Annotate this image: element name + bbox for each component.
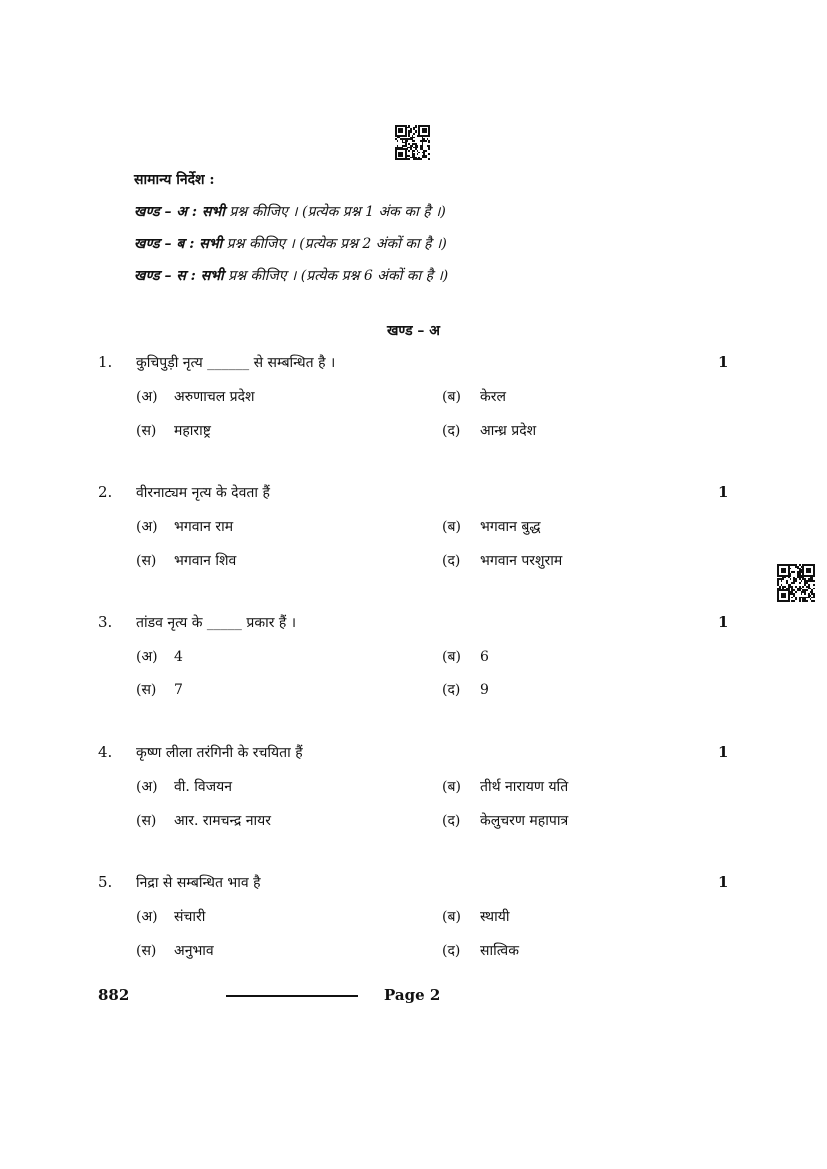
option-a <box>136 517 233 536</box>
question-marks: 1 <box>718 873 729 891</box>
option-label: (अ) <box>136 519 158 535</box>
option-a <box>136 647 183 666</box>
option-text: वी. विजयन <box>174 779 232 795</box>
option-label: (अ) <box>136 909 158 925</box>
option-text: भगवान शिव <box>174 553 237 569</box>
option-b <box>442 907 509 926</box>
option-text: 7 <box>174 682 183 698</box>
option-c <box>136 811 271 830</box>
option-c <box>136 680 183 699</box>
option-label: (द) <box>442 943 461 959</box>
instruction-line <box>134 266 448 285</box>
question-text: निद्रा से सम्बन्धित भाव है <box>136 875 261 891</box>
option-a <box>136 777 232 796</box>
section-heading: खण्ड – अ <box>386 323 441 339</box>
option-label: (स) <box>136 423 157 439</box>
option-d <box>442 680 489 699</box>
option-d <box>442 421 536 440</box>
instruction-line <box>134 202 446 221</box>
paper-code: 882 <box>98 986 130 1004</box>
option-text: सात्विक <box>480 943 519 959</box>
option-label: (द) <box>442 682 461 698</box>
option-label: (ब) <box>442 909 461 925</box>
question-text: कुचिपुड़ी नृत्य ______ से सम्बन्धित है । <box>136 355 336 371</box>
qr-code-icon <box>395 125 430 160</box>
option-label: (ब) <box>442 779 461 795</box>
question-text: तांडव नृत्य के _____ प्रकार हैं । <box>136 615 297 631</box>
option-text: महाराष्ट्र <box>174 423 211 439</box>
question-number: 2. <box>98 483 113 501</box>
question-number: 4. <box>98 743 113 761</box>
option-text: 9 <box>480 682 489 698</box>
instruction-line <box>134 234 447 253</box>
option-d <box>442 941 519 960</box>
question-text: वीरनाट्यम नृत्य के देवता हैं <box>136 485 270 501</box>
option-b <box>442 517 541 536</box>
option-a <box>136 907 205 926</box>
question-marks: 1 <box>718 743 729 761</box>
option-text: अरुणाचल प्रदेश <box>174 389 255 405</box>
page-number: Page 2 <box>384 986 441 1004</box>
option-label: (अ) <box>136 779 158 795</box>
option-b <box>442 777 568 796</box>
option-text: भगवान राम <box>174 519 234 535</box>
qr-code-icon <box>777 564 815 602</box>
option-b <box>442 387 506 406</box>
option-a <box>136 387 255 406</box>
option-label: (द) <box>442 813 461 829</box>
question-number: 3. <box>98 613 113 631</box>
option-label: (अ) <box>136 389 158 405</box>
option-label: (स) <box>136 553 157 569</box>
option-text: 6 <box>480 649 489 665</box>
footer-divider <box>226 995 358 997</box>
instruction-section: खण्ड – स : सभी <box>134 268 224 284</box>
question-marks: 1 <box>718 483 729 501</box>
option-label: (ब) <box>442 519 461 535</box>
instruction-text: प्रश्न कीजिए । (प्रत्येक प्रश्न 2 अंकों का है ।) <box>222 236 447 252</box>
option-c <box>136 421 211 440</box>
option-label: (स) <box>136 943 157 959</box>
option-label: (ब) <box>442 389 461 405</box>
option-text: आर. रामचन्द्र नायर <box>174 813 272 829</box>
question-marks: 1 <box>718 613 729 631</box>
question-text: कृष्ण लीला तरंगिनी के रचयिता हैं <box>136 745 303 761</box>
option-b <box>442 647 489 666</box>
option-label: (ब) <box>442 649 461 665</box>
instructions-title: सामान्य निर्देश : <box>134 172 215 188</box>
option-text: संचारी <box>174 909 206 925</box>
option-text: तीर्थ नारायण यति <box>480 779 569 795</box>
instruction-text: प्रश्न कीजिए । (प्रत्येक प्रश्न 6 अंकों का है ।) <box>223 268 449 284</box>
option-text: केरल <box>480 389 506 405</box>
option-text: भगवान परशुराम <box>480 553 563 569</box>
question-number: 5. <box>98 873 113 891</box>
option-text: आन्ध्र प्रदेश <box>480 423 537 439</box>
instruction-section: खण्ड – ब : सभी <box>134 236 223 252</box>
option-label: (स) <box>136 813 157 829</box>
option-c <box>136 941 214 960</box>
option-label: (अ) <box>136 649 158 665</box>
option-c <box>136 551 236 570</box>
option-label: (द) <box>442 553 461 569</box>
option-label: (द) <box>442 423 461 439</box>
option-d <box>442 551 562 570</box>
option-text: स्थायी <box>480 909 510 925</box>
option-text: 4 <box>174 649 183 665</box>
option-label: (स) <box>136 682 157 698</box>
option-text: केलुचरण महापात्र <box>480 813 569 829</box>
instruction-section: खण्ड – अ : सभी <box>134 204 225 220</box>
option-text: भगवान बुद्ध <box>480 519 541 535</box>
instruction-text: प्रश्न कीजिए । (प्रत्येक प्रश्न 1 अंक का है ।) <box>224 204 446 220</box>
question-marks: 1 <box>718 353 729 371</box>
question-number: 1. <box>98 353 113 371</box>
option-text: अनुभाव <box>174 943 214 959</box>
option-d <box>442 811 568 830</box>
